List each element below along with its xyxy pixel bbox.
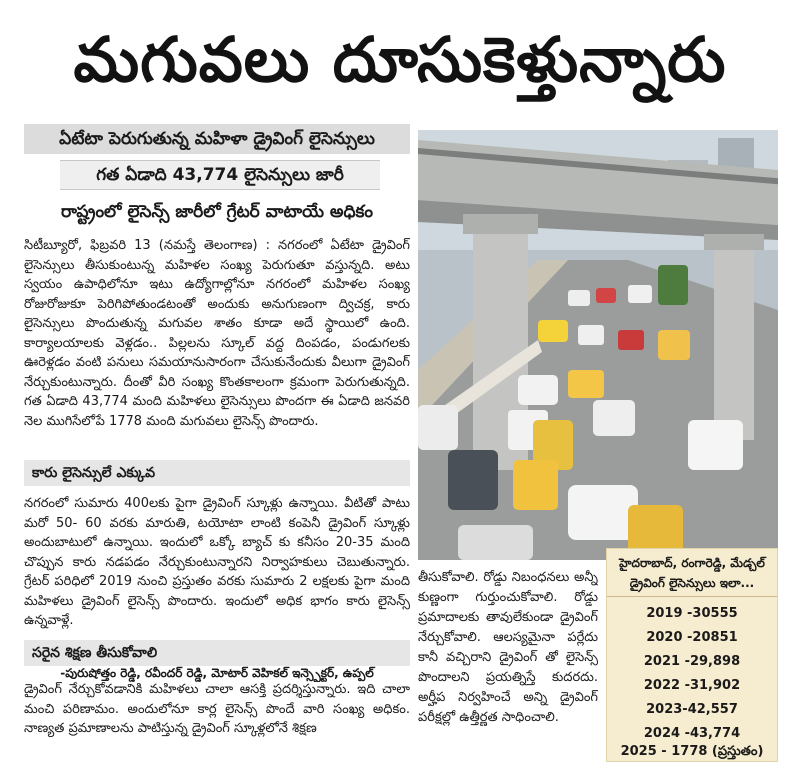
- continued-text-column: తీసుకోవాలి. రోడ్డు నిబంధనలు అన్నీ కుణ్ణంగా గుర్తుంచుకోవాలి. రోడ్డు ప్రమాదాలకు తావులేకుండా డ్రైవింగ్ నేర్చుకోవాలి. ఆలస్యమైనా పర్లేదు కానీ వచ్చిరాని డ్రైవింగ్ తో లైసెన్స్ పొందాలని ప్రయత్నిస్తే కుదరదు. అర్హీప నిర్వహించే అన్ని డ్రైవింగ్ పరీక్షల్లో ఉత్తీర్ణత సాధించాలి.: [418, 570, 598, 725]
- body-paragraph-2: నగరంలో సుమారు 400లకు పైగా డ్రైవింగ్ స్కూళ్లు ఉన్నాయి. వీటితో పాటు మరో 50- 60 వరకు మారుతి, టయోటా లాంటి కంపెనీ డ్రైవింగ్ స్కూళ్లు అందుబాటులో ఉన్నాయి. ఇందులో ఒక్కో బ్యాచ్ కు కనీసం 20-35 మంది చొప్పున కారు నడపడం నేర్చుకుంటున్నారని నిర్వాహకులు చెబుతున్నారు. గ్రేటర్ పరిధిలో 2019 నుంచి ప్రస్తుతం వరకు సుమారు 2 లక్షలకు పైగా మంది మహిళలు డ్రైవింగ్ లైసెన్స్ పొందారు. ఇందులో అధిక భాగం కారు లైసెన్స్ ఉన్నవాళ్లే.: [24, 496, 410, 628]
- body-paragraph-3: డ్రైవింగ్ నేర్చుకోవడానికి మహిళలు చాలా ఆసక్తి ప్రదర్శిస్తున్నారు. ఇది చాలా మంచి పరిణామం. అందులోనూ కార్ల లైసెన్స్ పొందే వారి సంఖ్య అధికం. నాణ్యత ప్రమాణాలను పాటిస్తున్న డ్రైవింగ్ స్కూళ్లలోనే శిక్షణ: [24, 682, 410, 736]
- article-headline: మగువలు దూసుకెళ్తున్నారు: [73, 23, 727, 96]
- body-paragraph-1: సిటీబ్యూరో, ఫిబ్రవరి 13 (నమస్తే తెలంగాణ) : నగరంలో ఏటేటా డ్రైవింగ్ లైసెన్సులు తీసుకుంటున్న మహిళల సంఖ్య పెరుగుతూ వస్తున్నది. అటు స్వయం ఉపాధిలోనూ ఇటు ఉద్యోగాల్లోనూ నగరంలో మహిళల సంఖ్య రోజురోజుకూ పెరిగిపోతుండటంతో అందుకు అనుగుణంగా ద్విచక్ర, కారు లైసెన్సులు పొందుతున్న మగువల శాతం కూడా అదే స్థాయిలో ఉంది. కార్యాలయాలకు వెళ్లడం.. పిల్లలను స్కూల్ వద్ద దింపడం, పండుగలకు ఊరెళ్లడం వంటి పనులు సమయానుసారంగా చేసుకునేందుకు వీలుగా డ్రైవింగ్ నేర్చుకుంటున్నారు. దీంతో వీరి సంఖ్య కొంతకాలంగా క్రమంగా పెరుగుతున్నది. గత ఏడాది 43,774 మంది మహిళలు లైసెన్సులు పొందగా ఈ ఏడాది జనవరి నెల ముగిసేలోపే 1778 మంది మగువలు లైసెన్స్ పొందారు.: [24, 238, 410, 429]
- stat-row: 2019 -30555: [646, 606, 738, 621]
- subhead-proper-training: సరైన శిక్షణ తీసుకోవాలి: [24, 640, 410, 666]
- stat-row: 2023-42,557: [646, 702, 738, 717]
- stat-row: 2020 -20851: [646, 630, 738, 645]
- article-kicker: ఏటేటా పెరుగుతున్న మహిళా డ్రైవింగ్ లైసెన్సులు: [24, 124, 410, 154]
- stat-row: 2024 -43,774: [643, 726, 741, 741]
- photo-illustration: [418, 130, 778, 560]
- quote-byline: -పురుషోత్తం రెడ్డి, రవీందర్ రెడ్డి, మోటార్ వెహికల్ ఇన్స్పెక్టర్, ఉప్పల్: [60, 666, 374, 680]
- license-stats-box: [606, 548, 778, 762]
- article-deck: గత ఏడాది 43,774 లైసెన్సులు జారీ: [60, 160, 380, 190]
- stats-box-title: హైదరాబాద్, రంగారెడ్డి, మేడ్చల్ డ్రైవింగ్ లైసెన్సులు ఇలా...: [607, 553, 777, 597]
- stat-row: 2022 -31,902: [643, 678, 741, 693]
- traffic-flyover-photo: [418, 130, 778, 560]
- stat-row: 2021 -29,898: [643, 654, 741, 669]
- stat-row: 2025 - 1778 (ప్రస్తుతం): [620, 744, 764, 759]
- article-deck-secondary: రాష్ట్రంలో లైసెన్స్ జారీలో గ్రేటర్ వాటాయే అధికం: [61, 202, 373, 222]
- subhead-car-licenses: కారు లైసెన్సులే ఎక్కువ: [24, 460, 410, 486]
